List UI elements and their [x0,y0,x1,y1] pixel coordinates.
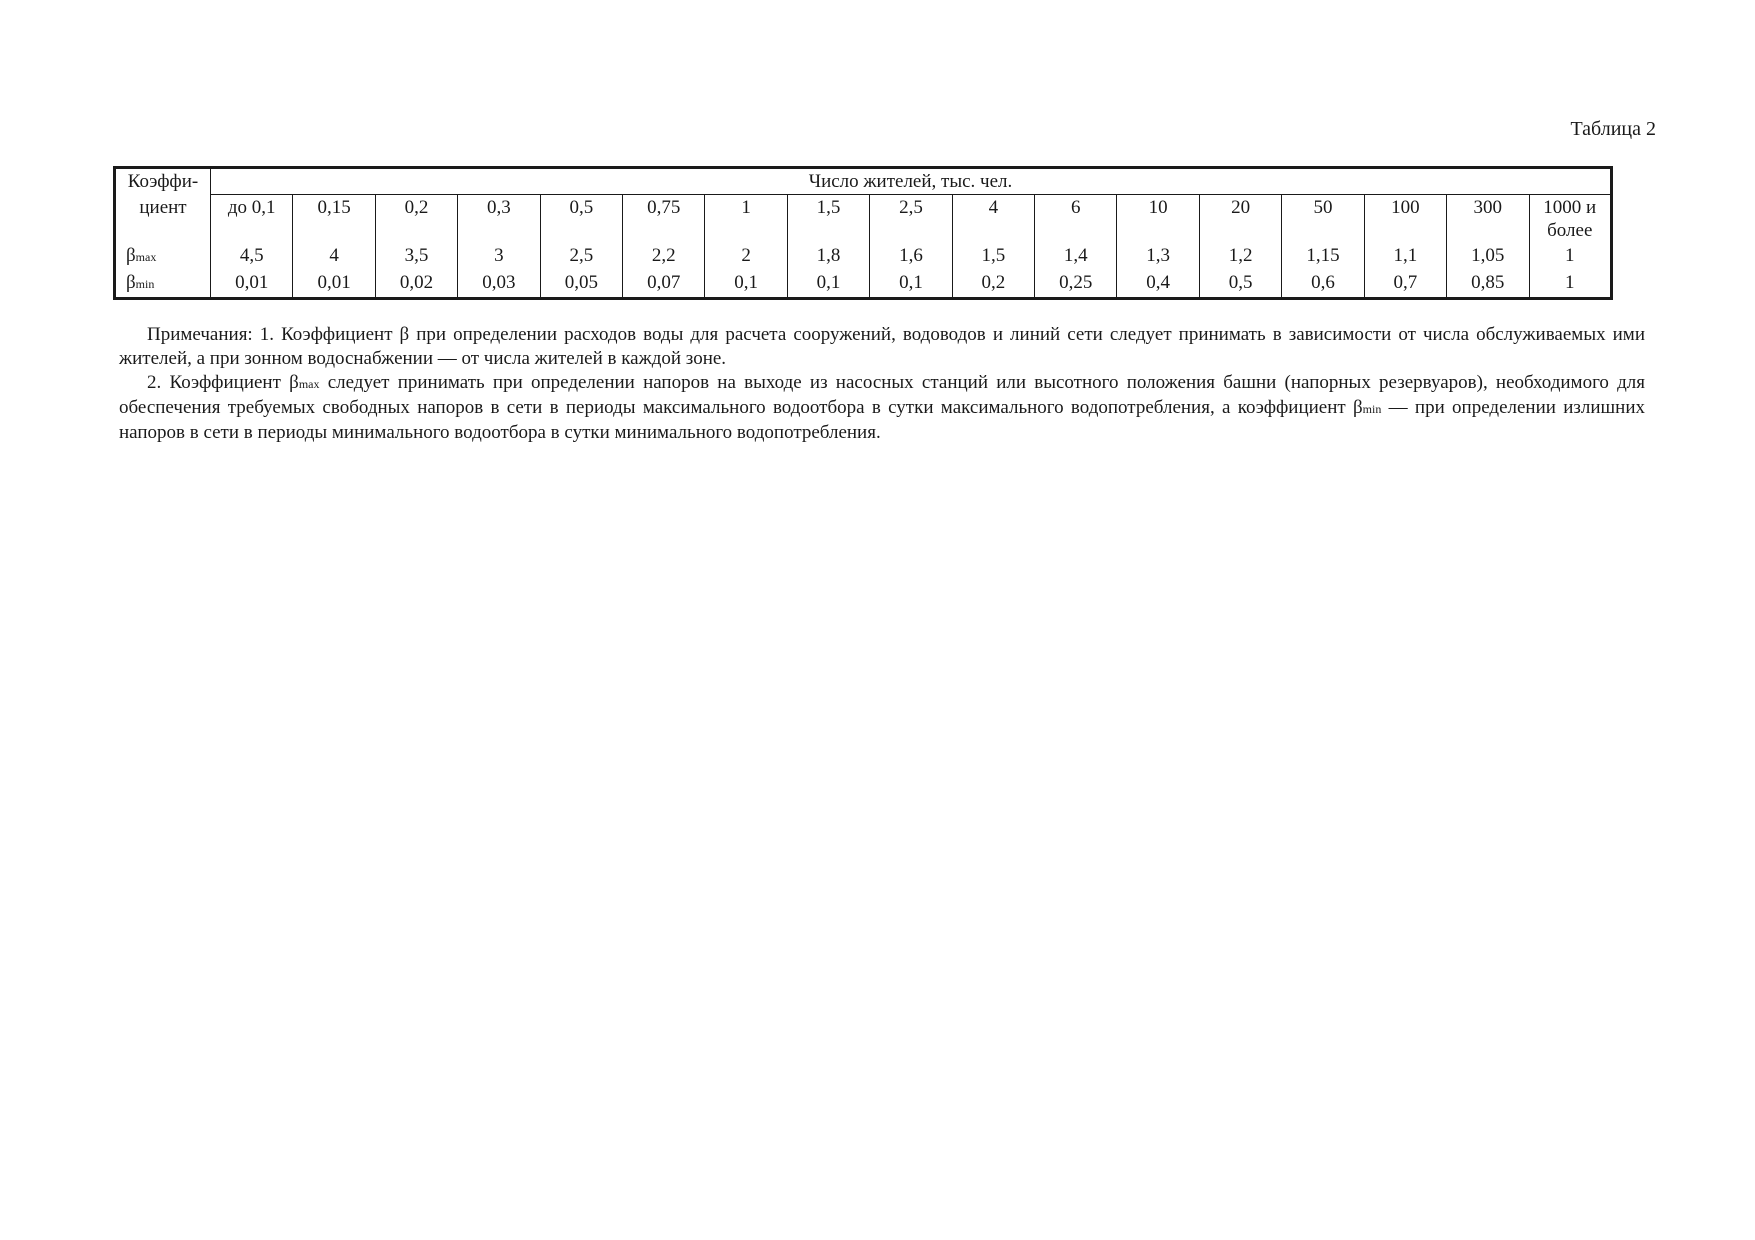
notes-block [119,323,1645,445]
table-cell: 0,1 [787,270,869,299]
column-header: 0,75 [623,195,705,244]
table-cell: 2,2 [623,243,705,270]
beta-subscript: min [135,277,155,291]
table-cell: 1,8 [787,243,869,270]
beta-symbol: β [126,272,136,293]
table-row-beta-max [115,243,1612,270]
column-header: 0,2 [375,195,457,244]
column-header: 0,15 [293,195,375,244]
coefficient-table [113,166,1613,300]
column-header: 20 [1199,195,1281,244]
table-cell: 2 [705,243,787,270]
table-cell: 0,02 [375,270,457,299]
table-cell: 0,4 [1117,270,1199,299]
column-header: 1000 и более [1529,195,1612,244]
table-cell: 0,1 [705,270,787,299]
table-cell: 0,5 [1199,270,1281,299]
table-cell: 0,07 [623,270,705,299]
table-header-row [115,168,1612,195]
note-1: Примечания: 1. Коэффициент β при определении расходов воды для расчета сооружений, водоводов и линий сети следует принимать в зависимости от числа обслуживаемых ими жителей, а при зонном водоснабжении — от числа жителей в каждой зоне. [119,324,1645,369]
table-cell: 0,03 [458,270,540,299]
table-cell: 4 [293,243,375,270]
table-cell: 1,1 [1364,243,1446,270]
beta-symbol: β [126,245,136,266]
table-cell: 0,85 [1447,270,1529,299]
table-cell: 0,01 [293,270,375,299]
column-header: до 0,1 [211,195,293,244]
table-cell: 1 [1529,270,1612,299]
table-cell: 1,5 [952,243,1034,270]
column-header: 1 [705,195,787,244]
group-header: Число жителей, тыс. чел. [211,168,1612,195]
column-header: 0,3 [458,195,540,244]
table-cell: 3,5 [375,243,457,270]
table-cell: 1,05 [1447,243,1529,270]
column-header: 50 [1282,195,1364,244]
table-cell: 0,25 [1035,270,1117,299]
note-2: 2. Коэффициент βmax следует принимать при определении напоров на выходе из насосных станций или высотного положения башни (напорных резервуаров), необходимого для обеспечения требуемых свободных напоров в сети в периоды максимального водоотбора в сутки максимального водопотребления, а коэффициент βmin — при определении излишних напоров в сети в периоды минимального водоотбора в сутки минимального водопотребления. [119,372,1646,443]
table-cell: 3 [458,243,540,270]
column-header: 6 [1035,195,1117,244]
column-headers-row [115,195,1612,244]
table-cell: 1,2 [1199,243,1281,270]
table-cell: 0,6 [1282,270,1364,299]
column-header: 4 [952,195,1034,244]
row-label-beta-max [115,243,211,270]
column-header: 10 [1117,195,1199,244]
table-cell: 4,5 [211,243,293,270]
table-cell: 1,6 [870,243,952,270]
table-cell: 0,05 [540,270,622,299]
table-cell: 0,7 [1364,270,1446,299]
table-cell: 0,2 [952,270,1034,299]
table-cell: 0,1 [870,270,952,299]
table-cell: 1,15 [1282,243,1364,270]
column-header: 300 [1447,195,1529,244]
row-label-beta-min [115,270,211,299]
table-cell: 1,4 [1035,243,1117,270]
column-header: 1,5 [787,195,869,244]
beta-subscript: max [135,250,157,264]
table-cell: 2,5 [540,243,622,270]
corner-header-top: Коэффи- [115,168,211,195]
table-row-beta-min [115,270,1612,299]
corner-header-bottom: циент [115,195,211,244]
table-cell: 0,01 [211,270,293,299]
table-cell: 1 [1529,243,1612,270]
column-header: 0,5 [540,195,622,244]
table-label: Таблица 2 [1570,118,1656,140]
column-header: 100 [1364,195,1446,244]
column-header: 2,5 [870,195,952,244]
table-cell: 1,3 [1117,243,1199,270]
